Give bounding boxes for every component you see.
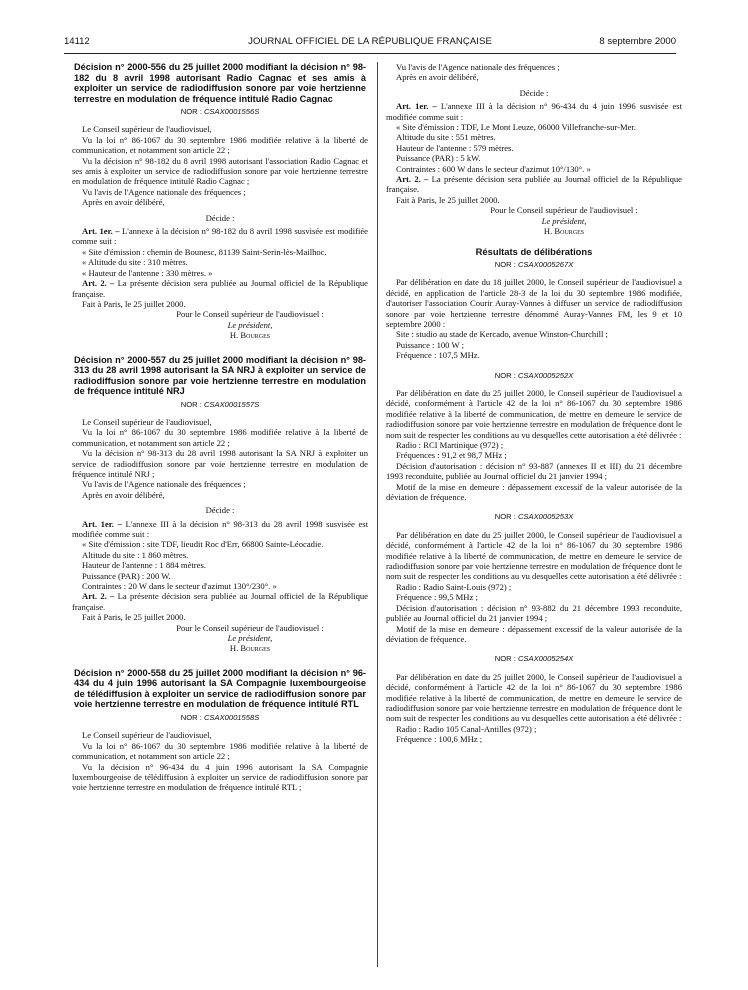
nor-label: NOR : [494,512,516,522]
paragraph: Par délibération en date du 18 juillet 2000, le Conseil supérieur de l'audiovisuel a décidé, en application de l'article 28-3 de la loi du 30 septembre 1986 modifiée, d'autoriser l'association Courir Auray-Vannes à diffuser un service de radiodiffusion sonore par voie hertzienne terrestre dénommé Auray-Vannes FM, les 9 et 10 septembre 2000 : [386,277,682,329]
detail-line: Fréquence : 99,5 MHz ; [396,592,478,603]
article-2 [386,174,682,195]
nor-code: CSAX0001556S [203,107,260,116]
paragraph: Le Conseil supérieur de l'audiovisuel, [82,730,212,741]
paragraph: Vu l'avis de l'Agence nationale des fréquences ; [82,479,246,490]
paragraph: Vu la loi n° 86-1067 du 30 septembre 1986 modifiée relative à la liberté de communication, et notamment son article 22 ; [72,427,368,448]
president-label: Le président, [227,319,273,330]
annex-line: Altitude du site : 1 860 mètres. [82,549,189,560]
column-divider [377,62,378,967]
signature-date: Fait à Paris, le 25 juillet 2000. [82,298,186,309]
nor-reference [386,371,682,381]
nor-code: CSAX0001557S [203,399,260,409]
paragraph: Vu l'avis de l'Agence nationale des fréquences ; [396,62,560,72]
annex-line: Puissance (PAR) : 5 kW. [396,153,481,164]
decide-heading: Décide : [205,212,235,223]
annex-line: Contraintes : 600 W dans le secteur d'azimut 10°/130°. » [396,163,591,174]
paragraph: Vu l'avis de l'Agence nationale des fréquences ; [82,186,246,197]
paragraph: Le Conseil supérieur de l'audiovisuel, [82,124,212,135]
article-label: Art. 2. – [82,278,115,289]
paragraph: Vu la décision n° 98-313 du 28 avril 1998 autorisant la SA NRJ à exploiter un service de radiodiffusion sonore par voie hertzienne terrestre en modulation de fréquence intitulé NRJ ; [72,448,368,479]
detail-line: Puissance : 100 W ; [396,339,464,350]
article-1 [386,101,682,122]
decide-heading: Décide : [205,505,235,516]
header-rule [64,53,676,54]
signature-line: Pour le Conseil supérieur de l'audiovisuel : [176,309,324,320]
detail-line: Décision d'autorisation : décision n° 93-887 (annexes II et III) du 21 décembre 1993 reconduite, publiée au Journal officiel du 21 janvier 1994 ; [386,460,682,482]
signature-date: Fait à Paris, le 25 juillet 2000. [396,194,500,205]
signatory-name: H. Bourges [229,330,271,341]
nor-reference [386,654,682,664]
signature-date: Fait à Paris, le 25 juillet 2000. [82,612,186,623]
decision-title: Décision n° 2000-556 du 25 juillet 2000 modifiant la décision n° 98-182 du 8 avril 1998 autorisant Radio Cagnac et ses amis à exploiter un service de radiodiffusion sonore par voie hertzienne terrestre en modulation de fréquence intitulé Radio Cagnac [74,62,366,104]
annex-line: Hauteur de l'antenne : 579 mètres. [396,142,514,153]
detail-line: Radio : Radio Saint-Louis (972) ; [396,581,512,592]
signature-line: Pour le Conseil supérieur de l'audiovisuel : [176,622,324,633]
nor-reference [72,107,368,117]
paragraph: Vu la loi n° 86-1067 du 30 septembre 1986 modifiée relative à la liberté de communication, et notamment son article 22 ; [72,134,368,156]
nor-label: NOR : [494,259,516,269]
signature-line: Pour le Conseil supérieur de l'audiovisuel : [490,205,638,216]
issue-date: 8 septembre 2000 [599,36,676,47]
paragraph: Par délibération en date du 25 juillet 2000, le Conseil supérieur de l'audiovisuel a décidé, conformément à l'article 42 de la loi n° 86-1067 du 30 septembre 1986 modifiée relative à la liberté de communication, de mettre en demeure le service de radiodiffusion sonore par voie hertzienne terrestre en modulation de fréquence dont le nom suit de respecter les conditions au vu desquelles cette autorisation a été délivrée : [386,387,682,440]
paragraph: Après en avoir délibéré, [396,72,479,83]
article-text: La présente décision sera publiée au Journal officiel de la République française. [72,591,368,612]
nor-label: NOR : [494,370,516,380]
paragraph: Après en avoir délibéré, [82,489,165,500]
annex-line: « Site d'émission : site TDF, lieudit Roc d'Err, 66800 Sainte-Léocadie. [82,539,324,550]
annex-line: « Site d'émission : TDF, Le Mont Leuze, 06000 Villefranche-sur-Mer. [396,122,636,133]
president-label: Le président, [227,633,273,644]
paragraph: Par délibération en date du 25 juillet 2000, le Conseil supérieur de l'audiovisuel a décidé, conformément à l'article 42 de la loi n° 86-1067 du 30 septembre 1986 modifiée relative à la liberté de communication, de mettre en demeure le service de radiodiffusion sonore par voie hertzienne terrestre en modulation de fréquence dont le nom suit de respecter les conditions au vu desquelles cette autorisation a été délivrée : [386,529,682,582]
paragraph: Par délibération en date du 25 juillet 2000, le Conseil supérieur de l'audiovisuel a décidé, conformément à l'article 42 de la loi n° 86-1067 du 30 septembre 1986 modifiée relative à la liberté de communication, de mettre en demeure le service de radiodiffusion sonore par voie hertzienne terrestre en modulation de fréquence dont le nom suit de respecter les conditions au vu desquelles cette autorisation a été délivrée : [386,671,682,724]
annex-line: Contraintes : 20 W dans le secteur d'azimut 130°/230°. » [82,581,277,592]
annex-line: « Hauteur de l'antenne : 330 mètres. » [82,267,213,278]
annex-line: Altitude du site : 551 mètres. [396,132,496,143]
nor-code: CSAX0005267X [517,259,574,269]
detail-line: Fréquence : 100,6 MHz ; [396,734,483,745]
detail-line: Site : studio au stade de Kercado, avenue Winston-Churchill ; [396,329,608,340]
detail-line: Radio : Radio 105 Canal-Antilles (972) ; [396,723,537,734]
signature-title [132,633,368,643]
article-1 [72,226,368,247]
article-1 [72,519,368,540]
article-text: L'annexe III à la décision n° 98-313 du 28 avril 1998 susvisée est modifiée comme suit : [72,518,368,539]
article-label: Art. 1er. – [396,101,437,112]
decision-title: Décision n° 2000-557 du 25 juillet 2000 modifiant la décision n° 98-313 du 28 avril 1998 autorisant la SA NRJ à exploiter un service de radiodiffusion sonore par voie hertzienne terrestre en modulation de fréquence intitulé NRJ [74,354,366,397]
nor-label: NOR : [180,712,202,722]
detail-line: Motif de la mise en demeure : dépassement excessif de la valeur autorisée de la déviation de fréquence. [386,481,682,503]
signatory-name: H. Bourges [229,643,271,654]
article-2 [72,591,368,612]
nor-code: CSAX0005253X [517,512,574,522]
signature-title [132,320,368,330]
article-text: L'annexe à la décision n° 98-182 du 8 avril 1998 susvisée est modifiée comme suit : [72,226,368,247]
article-text: La présente décision sera publiée au Journal officiel de la République française. [72,278,368,299]
nor-reference [386,512,682,522]
section-heading: Résultats de délibérations [475,245,593,257]
right-column [386,62,682,745]
signatory-name: H. Bourges [543,226,585,237]
paragraph: Le Conseil supérieur de l'audiovisuel, [82,416,212,427]
decision-title: Décision n° 2000-558 du 25 juillet 2000 modifiant la décision n° 96-434 du 4 juin 1996 autorisant la SA Compagnie luxembourgeoise de télédiffusion à exploiter un service de radiodiffusion sonore par voie hertzienne terrestre en modulation de fréquence intitulé RTL [74,667,366,710]
detail-line: Motif de la mise en demeure : dépassement excessif de la valeur autorisée de la déviation de fréquence. [386,623,682,644]
president-label: Le président, [541,215,587,226]
paragraph: Vu la loi n° 86-1067 du 30 septembre 1986 modifiée relative à la liberté de communication, et notamment son article 22 ; [72,740,368,762]
nor-reference [72,400,368,410]
annex-line: « Altitude du site : 310 mètres. [82,257,188,268]
paragraph: Vu la décision n° 96-434 du 4 juin 1996 autorisant la SA Compagnie luxembourgeoise de télédiffusion à exploiter un service de radiodiffusion sonore par voie hertzienne terrestre en modulation de fréquence intitulé RTL ; [72,761,368,793]
detail-line: Décision d'autorisation : décision n° 93-882 du 21 décembre 1993 reconduite, publiée au Journal officiel du 21 janvier 1994 ; [386,602,682,624]
article-text: L'annexe III à la décision n° 96-434 du 4 juin 1996 susvisée est modifiée comme suit : [386,101,682,122]
annex-line: Hauteur de l'antenne : 1 884 mètres. [82,560,206,571]
annex-line: Puissance (PAR) : 200 W. [82,570,171,581]
article-text: La présente décision sera publiée au Journal officiel de la République française. [386,174,682,195]
article-label: Art. 2. – [396,174,429,185]
left-column [72,62,368,793]
annex-line: « Site d'émission : chemin de Bounesc, 81139 Saint-Serin-lès-Mailhoc. [82,246,327,257]
nor-label: NOR : [494,654,516,664]
nor-code: CSAX0001558S [203,712,260,722]
detail-line: Fréquences : 91,2 et 98,7 MHz ; [396,450,507,461]
article-2 [72,278,368,299]
detail-line: Radio : RCI Martinique (972) ; [396,440,504,450]
nor-reference [386,260,682,270]
page-header [64,36,676,48]
nor-code: CSAX0005252X [517,370,574,380]
detail-line: Fréquence : 107,5 MHz. [396,350,480,361]
article-label: Art. 2. – [82,591,115,602]
article-label: Art. 1er. – [82,226,120,237]
page-number: 14112 [64,36,90,47]
nor-reference [72,713,368,723]
journal-title: JOURNAL OFFICIEL DE LA RÉPUBLIQUE FRANÇAISE [248,36,492,47]
article-label: Art. 1er. – [82,518,122,529]
nor-code: CSAX0005254X [517,654,574,664]
decide-heading: Décide : [519,87,549,98]
paragraph: Vu la décision n° 98-182 du 8 avril 1998 autorisant l'association Radio Cagnac et ses amis à exploiter un service de radiodiffusion sonore par voie hertzienne terrestre en modulation de fréquence intitulé Radio Cagnac ; [72,155,368,187]
paragraph: Après en avoir délibéré, [82,197,165,208]
signature-title [446,216,682,226]
nor-label: NOR : [180,399,202,409]
nor-label: NOR : [180,107,202,116]
